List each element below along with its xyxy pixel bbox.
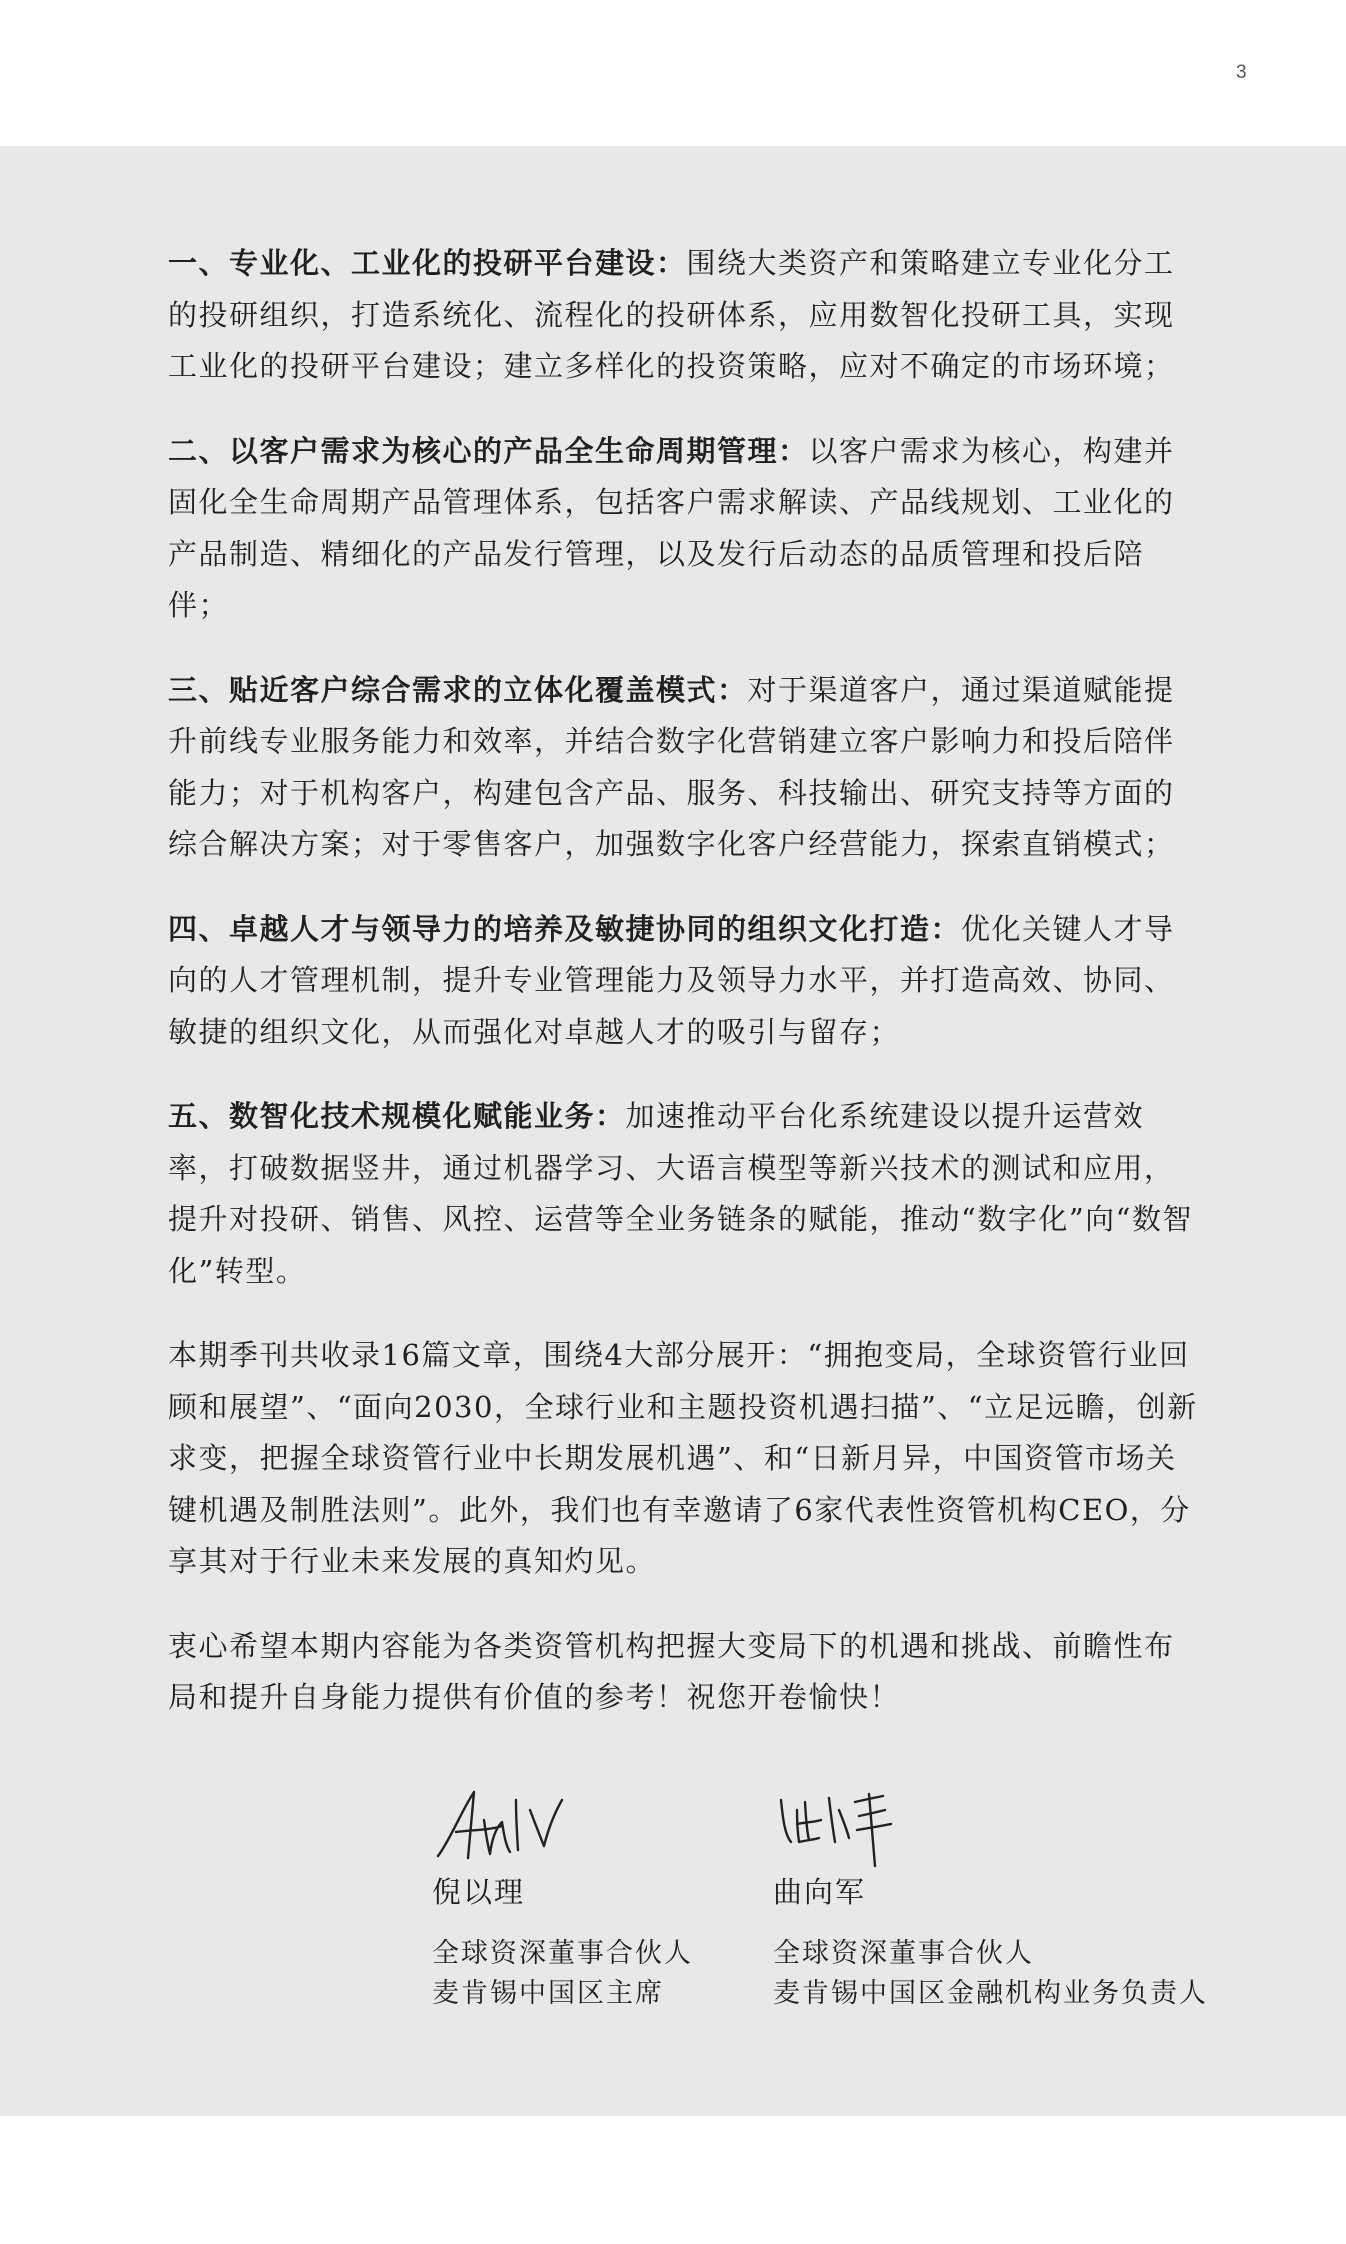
paragraph-3	[168, 665, 1198, 871]
paragraph-2	[168, 426, 1198, 632]
paragraph-heading: 一、专业化、工业化的投研平台建设：	[168, 246, 687, 280]
signatory-title-line: 麦肯锡中国区主席	[432, 1978, 664, 2009]
paragraph-text: 衷心希望本期内容能为各类资管机构把握大变局下的机遇和挑战、前瞻性布局和提升自身能力提供有价值的参考！祝您开卷愉快！	[168, 1628, 1175, 1714]
paragraph-heading: 四、卓越人才与领导力的培养及敏捷协同的组织文化打造：	[168, 911, 962, 946]
signatory-title-line: 全球资深董事合伙人	[432, 1938, 693, 1969]
signatory-title-line: 全球资深董事合伙人	[773, 1938, 1034, 1969]
signatory-title-line: 麦肯锡中国区金融机构业务负责人	[773, 1978, 1208, 2009]
paragraph-6	[168, 1330, 1198, 1588]
paragraph-heading: 二、以客户需求为核心的产品全生命周期管理：	[168, 433, 809, 468]
handwritten-signature-1	[432, 1780, 582, 1870]
paragraph-text: 对于渠道客户，通过渠道赋能提升前线专业服务能力和效率，并结合数字化营销建立客户影响力和投后陪伴能力；对于机构客户，构建包含产品、服务、科技输出、研究支持等方面的综合解决方案；对于零售客户，加强数字化客户经营能力，探索直销模式；	[168, 672, 1175, 861]
handwritten-signature-2	[773, 1780, 923, 1870]
paragraph-text: 优化关键人才导向的人才管理机制，提升专业管理能力及领导力水平，并打造高效、协同、敏捷的组织文化，从而强化对卓越人才的吸引与留存；	[168, 911, 1175, 1049]
paragraph-1	[168, 238, 1198, 393]
signatory-name: 曲向军	[773, 1875, 867, 1909]
signatory-title	[773, 1934, 1293, 2014]
signature-section	[0, 1780, 1346, 2040]
page-number: 3	[1236, 62, 1247, 83]
paragraph-text: 围绕大类资产和策略建立专业化分工的投研组织，打造系统化、流程化的投研体系，应用数智化投研工具，实现工业化的投研平台建设；建立多样化的投资策略，应对不确定的市场环境；	[168, 246, 1175, 383]
paragraph-4	[168, 904, 1198, 1059]
paragraph-heading: 五、数智化技术规模化赋能业务：	[168, 1099, 626, 1133]
paragraph-7	[168, 1621, 1198, 1724]
paragraph-text: 以客户需求为核心，构建并固化全生命周期产品管理体系，包括客户需求解读、产品线规划、工业化的产品制造、精细化的产品发行管理，以及发行后动态的品质管理和投后陪伴；	[168, 433, 1175, 622]
paragraph-5	[168, 1091, 1198, 1297]
letter-body	[168, 238, 1198, 1757]
paragraph-heading: 三、贴近客户综合需求的立体化覆盖模式：	[168, 672, 748, 707]
paragraph-text: 本期季刊共收录16篇文章，围绕4大部分展开：“拥抱变局，全球资管行业回顾和展望”、“面向2030，全球行业和主题投资机遇扫描”、“立足远瞻，创新求变，把握全球资管行业中长期发展机遇”、和“日新月异，中国资管市场关键机遇及制胜法则”。此外，我们也有幸邀请了6家代表性资管机构CEO，分享其对于行业未来发展的真知灼见。	[168, 1338, 1198, 1578]
paragraph-text: 加速推动平台化系统建设以提升运营效率，打破数据竖井，通过机器学习、大语言模型等新兴技术的测试和应用，提升对投研、销售、风控、运营等全业务链条的赋能，推动“数字化”向“数智化”转型。	[168, 1099, 1193, 1288]
signatory-2	[773, 1780, 1293, 2014]
signatory-name: 倪以理	[432, 1875, 526, 1909]
